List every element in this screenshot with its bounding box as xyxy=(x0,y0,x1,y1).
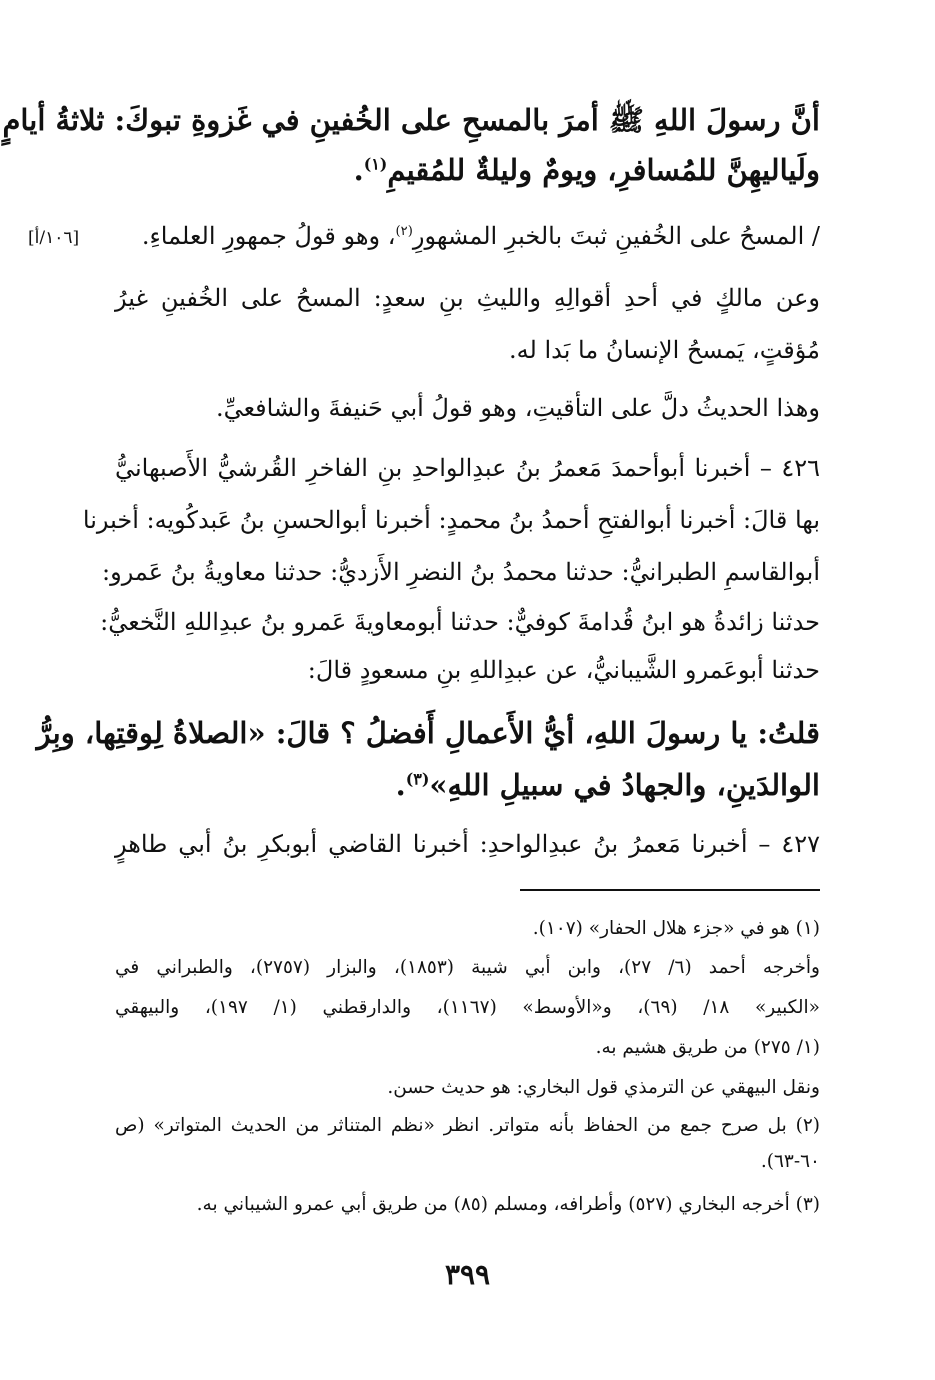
page-number: ٣٩٩ xyxy=(444,1258,491,1291)
footnote-line: وأخرجه أحمد (٦/ ٢٧)، وابن أبي شيبة (١٨٥٣)، والبزار (٢٧٥٧)، والطبراني في xyxy=(115,957,820,978)
hadith-text-line xyxy=(115,768,820,802)
hadith-text: ولَياليهِنَّ للمُسافرِ، ويومٌ وليلةٌ للمُقيمِ xyxy=(387,153,820,187)
footnote-line: (٣) أخرجه البخاري (٥٢٧) وأطرافه، ومسلم (٨٥) من طريق أبي عمرو الشيباني به. xyxy=(196,1194,820,1215)
isnad-line: ٤٢٧ – أخبرنا مَعمرُ بنُ عبدِالواحدِ: أخبرنا القاضي أبوبكرِ بنُ أبي طاهرٍ xyxy=(115,830,820,858)
footnote-line: (١/ ٢٧٥) من طريق هشيم به. xyxy=(595,1037,820,1058)
hadith-end: . xyxy=(353,153,364,187)
commentary-line xyxy=(115,222,820,250)
isnad-line: ٤٢٦ – أخبرنا أبوأحمدَ مَعمرُ بنُ عبدِالواحدِ بنِ الفاخرِ القُرشيُّ الأَصبهانيُّ xyxy=(115,454,820,482)
hadith-text: الوالدَينِ، والجهادُ في سبيلِ اللهِ» xyxy=(429,768,820,802)
commentary-line: مُؤقتٍ، يَمسحُ الإنسانُ ما بَدا له. xyxy=(509,336,820,364)
hadith-text-line: قلتُ: يا رسولَ اللهِ، أيُّ الأَعمالِ أَفضلُ ؟ قالَ: «الصلاةُ لِوقتِها، وبِرُّ xyxy=(36,716,820,750)
hadith-text-line xyxy=(115,153,820,187)
footnote-ref: (٢) xyxy=(395,224,413,239)
footnote-line: (٢) بل صرح جمع من الحفاظ بأنه متواتر. انظر «نظم المتناثر من الحديث المتواتر» (ص xyxy=(115,1115,820,1136)
commentary-line: وهذا الحديثُ دلَّ على التأقيتِ، وهو قولُ أبي حَنيفةَ والشافعيِّ. xyxy=(215,394,820,422)
hadith-text-line: أنَّ رسولَ اللهِ ﷺ أمرَ بالمسحِ على الخُفينِ في غَزوةِ تبوكَ: ثلاثةُ أيامٍ xyxy=(2,103,820,137)
commentary-text: / المسحُ على الخُفينِ ثبتَ بالخبرِ المشهورِ xyxy=(412,222,820,250)
folio-marker: [١٠٦/أ] xyxy=(28,228,80,248)
commentary-text: ، وهو قولُ جمهورِ العلماءِ. xyxy=(141,222,396,250)
footnote-line: (١) هو في «جزء هلال الحفار» (١٠٧). xyxy=(532,918,820,939)
hadith-end: . xyxy=(395,768,406,802)
footnote-line: ونقل البيهقي عن الترمذي قول البخاري: هو حديث حسن. xyxy=(387,1077,820,1098)
footnote-separator xyxy=(520,889,820,891)
footnote-line: «الكبير» ١٨/ (٦٩)، و«الأوسط» (١١٦٧)، والدارقطني (١/ ١٩٧)، والبيهقي xyxy=(115,997,820,1018)
commentary-line: وعن مالكٍ في أحدِ أقوالِهِ والليثِ بنِ سعدٍ: المسحُ على الخُفينِ غيرُ xyxy=(115,284,820,312)
isnad-line: بها قالَ: أخبرنا أبوالفتحِ أحمدُ بنُ محمدٍ: أخبرنا أبوالحسنِ بنُ عَبدكُويه: أخبرنا xyxy=(82,506,820,534)
footnote-ref: (١) xyxy=(363,154,388,174)
isnad-line: حدثنا زائدةُ هو ابنُ قُدامةَ كوفيٌّ: حدثنا أبومعاويةَ عَمرو بنُ عبدِاللهِ النَّخعيُّ: xyxy=(100,608,820,636)
isnad-line: أبوالقاسمِ الطبرانيُّ: حدثنا محمدُ بنُ النضرِ الأَزديُّ: حدثنا معاويةُ بنُ عَمرو: xyxy=(102,558,820,586)
footnote-line: ٦٠-٦٣). xyxy=(760,1151,820,1172)
footnote-ref: (٣) xyxy=(405,769,430,789)
isnad-line: حدثنا أبوعَمرو الشَّيبانيُّ، عن عبدِاللهِ بنِ مسعودٍ قالَ: xyxy=(307,656,820,684)
